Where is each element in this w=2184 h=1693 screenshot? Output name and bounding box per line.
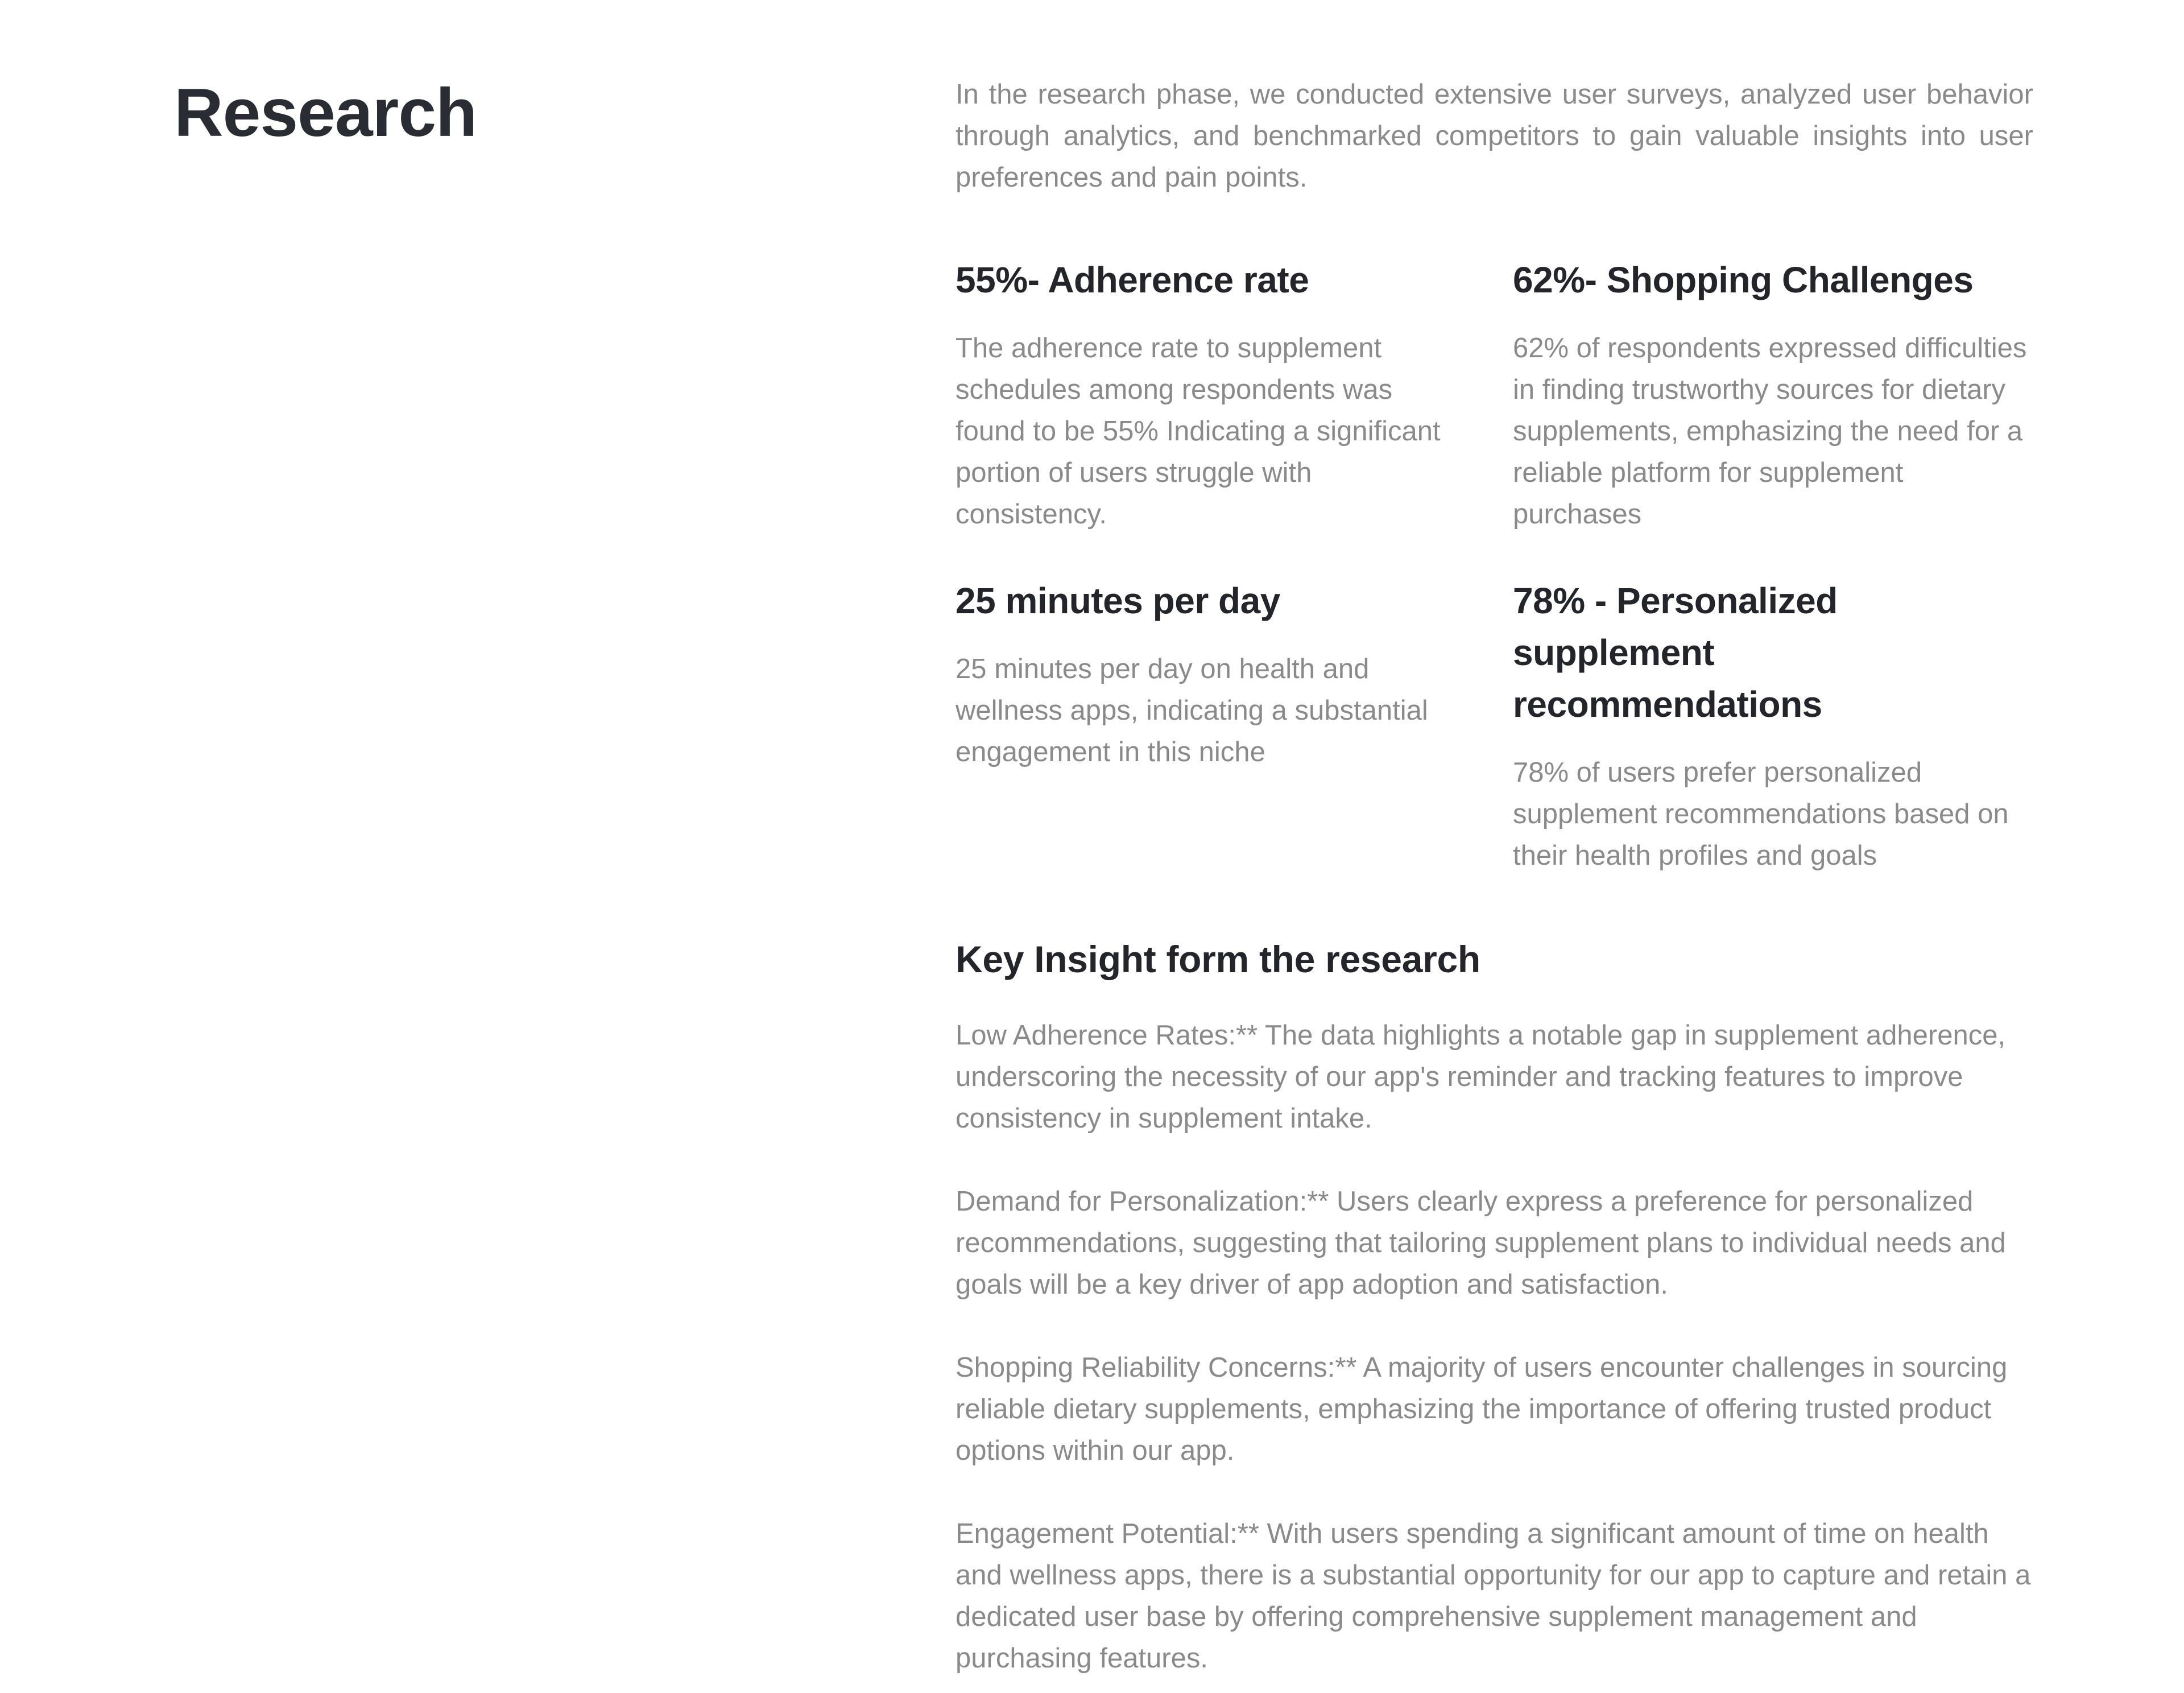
stat-adherence-rate [956, 254, 1467, 535]
stats-grid [956, 254, 2033, 877]
stat-heading: 62%- Shopping Challenges [1513, 259, 1974, 300]
insight-paragraph: Low Adherence Rates:** The data highlights a notable gap in supplement adherence, underscoring the necessity of our app's reminder and tracking features to improve consistency in supplement intake. [956, 1020, 2006, 1134]
insight-paragraph: Engagement Potential:** With users spending a significant amount of time on health and wellness apps, there is a substantial opportunity for our app to capture and retain a dedicated user base by offering comprehensive supplement management and purchasing features. [956, 1518, 2031, 1674]
key-insights-list [956, 1015, 2033, 1679]
intro-paragraph: In the research phase, we conducted extensive user surveys, analyzed user behavior through analytics, and benchmarked competitors to gain valuable insights into user preferences and pain points. [956, 79, 2033, 193]
page-title: Research [174, 75, 477, 151]
stat-personalized-recommendations [1513, 575, 2030, 877]
stat-heading: 25 minutes per day [956, 580, 1280, 621]
stat-shopping-challenges [1513, 254, 2030, 535]
research-content [956, 74, 2033, 1679]
key-insights-section [956, 934, 2033, 1679]
key-insights-heading: Key Insight form the research [956, 938, 1480, 980]
stat-heading: 78% - Personalized supplement recommendations [1513, 580, 1838, 725]
stat-description: 25 minutes per day on health and wellness apps, indicating a substantial engagement in this niche [956, 654, 1428, 767]
stat-description: 78% of users prefer personalized supplement recommendations based on their health profiles and goals [1513, 757, 2009, 871]
insight-paragraph: Shopping Reliability Concerns:** A majority of users encounter challenges in sourcing reliable dietary supplements, emphasizing the importance of offering trusted product options within our app. [956, 1352, 2008, 1466]
stat-description: 62% of respondents expressed difficulties in finding trustworthy sources for dietary supplements, emphasizing the need for a reliable platform for supplement purchases [1513, 333, 2027, 530]
stat-heading: 55%- Adherence rate [956, 259, 1309, 300]
insight-paragraph: Demand for Personalization:** Users clearly express a preference for personalized recommendations, suggesting that tailoring supplement plans to individual needs and goals will be a key driver of app adoption and satisfaction. [956, 1186, 2006, 1300]
stat-description: The adherence rate to supplement schedules among respondents was found to be 55% Indicating a significant portion of users struggle with consistency. [956, 333, 1441, 530]
stat-minutes-per-day [956, 575, 1467, 877]
